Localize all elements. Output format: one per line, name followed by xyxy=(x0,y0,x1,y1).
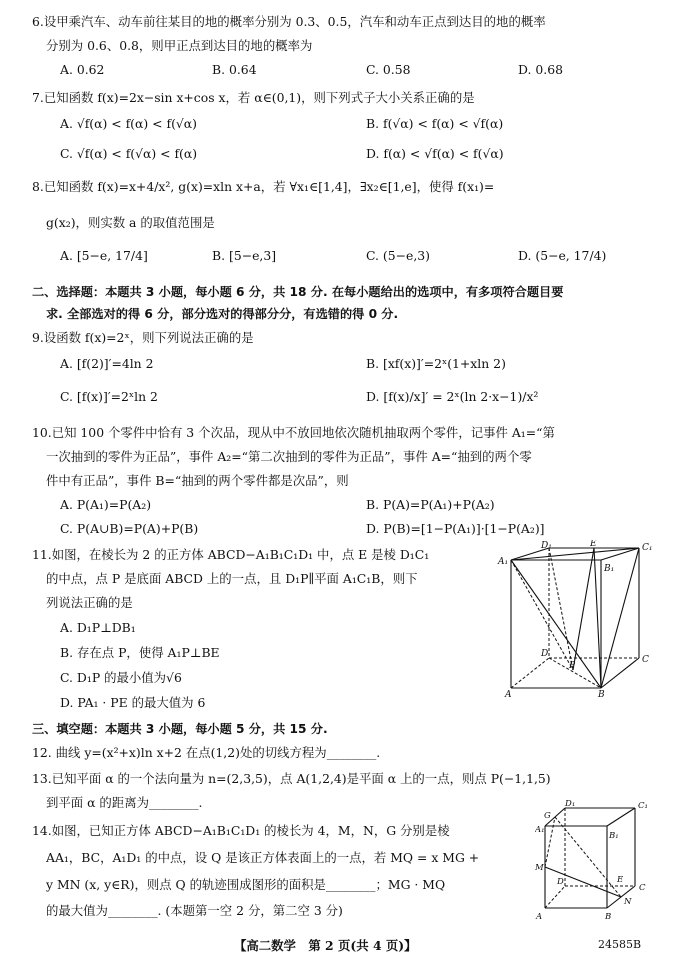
line-s2-l2: 求. 全部选对的得 6 分，部分选对的得部分分，有选错的得 0 分. xyxy=(46,307,399,321)
option-q6-C: C. 0.58 xyxy=(366,62,411,77)
page-footer: 【高二数学 第 2 页(共 4 页)】 xyxy=(234,938,417,953)
option-q10-D: D. P(B)=[1−P(A₁)]·[1−P(A₂)] xyxy=(366,521,545,536)
line-q10-l1: 10.已知 100 个零件中恰有 3 个次品，现从中不放回地依次随机抽取两个零件，记事件 A₁=“第 xyxy=(32,425,555,440)
line-q11-B: B. 存在点 P，使得 A₁P⊥BE xyxy=(60,645,220,660)
label-a1: A₁ xyxy=(535,825,545,835)
line-q6-l1: 6.设甲乘汽车、动车前往某目的地的概率分别为 0.3、0.5，汽车和动车正点到达目的地的概率 xyxy=(32,14,546,29)
option-q9-C: C. [f(x)]′=2ˣln 2 xyxy=(60,389,158,404)
line-s3-l1: 三、填空题：本题共 3 小题，每小题 5 分，共 15 分. xyxy=(32,722,328,736)
line-q11-l1: 11.如图，在棱长为 2 的正方体 ABCD−A₁B₁C₁D₁ 中，点 E 是棱 D₁C₁ xyxy=(32,547,430,562)
line-q14-l2: AA₁，BC，A₁D₁ 的中点，设 Q 是该正方体表面上的一点，若 MQ = x MG + xyxy=(46,850,480,865)
line-ep xyxy=(573,548,594,670)
option-q9-A: A. [f(2)]′=4ln 2 xyxy=(60,356,154,371)
label-d1: D₁ xyxy=(541,541,552,551)
option-q7-A: A. √f(α) < f(α) < f(√α) xyxy=(60,116,197,131)
edge-bc xyxy=(601,658,639,688)
label-d: D xyxy=(541,649,549,659)
line-q14-l1: 14.如图，已知正方体 ABCD−A₁B₁C₁D₁ 的棱长为 4，M，N，G 分别是棱 xyxy=(32,823,450,838)
line-q8-l1: 8.已知函数 f(x)=x+4/x², g(x)=xln x+a，若 ∀x₁∈[1,4]，∃x₂∈[1,e]，使得 f(x₁)= xyxy=(32,179,495,194)
label-c1: C₁ xyxy=(638,801,648,811)
label-d1: D₁ xyxy=(565,799,576,809)
cube-figure-q11 xyxy=(497,540,662,698)
label-d: D xyxy=(557,877,564,887)
label-e: E xyxy=(590,540,597,549)
label-a: A xyxy=(505,690,512,698)
line-q12-l1: 12. 曲线 y=(x²+x)ln x+2 在点(1,2)处的切线方程为________. xyxy=(32,745,381,760)
line-q7-l1: 7.已知函数 f(x)=2x−sin x+cos x，若 α∈(0,1)，则下列式子大小关系正确的是 xyxy=(32,90,475,105)
option-q9-B: B. [xf(x)]′=2ˣ(1+xln 2) xyxy=(366,356,506,371)
line-q13-l1: 13.已知平面 α 的一个法向量为 n=(2,3,5)，点 A(1,2,4)是平面 α 上的一点，则点 P(−1,1,5) xyxy=(32,771,551,786)
label-a1: A₁ xyxy=(498,557,509,567)
label-b1: B₁ xyxy=(604,564,615,574)
option-q6-D: D. 0.68 xyxy=(518,62,563,77)
line-q10-l3: 件中有正品”，事件 B=“抽到的两个零件都是次品”，则 xyxy=(46,473,349,488)
option-q10-B: B. P(A)=P(A₁)+P(A₂) xyxy=(366,497,495,512)
line-q14-l4: 的最大值为________. (本题第一空 2 分，第二空 3 分) xyxy=(46,903,343,918)
line-s2-l1: 二、选择题：本题共 3 小题，每小题 6 分，共 18 分. 在每小题给出的选项中，有多项符合题目要 xyxy=(32,285,564,299)
line-q11-A: A. D₁P⊥DB₁ xyxy=(60,620,136,635)
line-q6-l2: 分别为 0.6、0.8，则甲正点到达目的地的概率为 xyxy=(46,38,313,53)
label-b: B xyxy=(605,912,612,922)
option-q8-B: B. [5−e,3] xyxy=(212,248,277,263)
label-b1: B₁ xyxy=(609,831,619,841)
option-q8-D: D. (5−e, 17/4) xyxy=(518,248,607,263)
edge-ad-hidden xyxy=(545,886,565,908)
line-q11-l3: 列说法正确的是 xyxy=(46,595,133,610)
line-q10-l2: 一次抽到的零件为正品”，事件 A₂=“第二次抽到的零件为正品”，事件 A=“抽到的两个零 xyxy=(46,449,532,464)
paper-code: 24585B xyxy=(598,938,642,951)
line-d1p-hidden xyxy=(549,548,573,670)
line-q14-l3: y MN (x, y∈R)，则点 Q 的轨迹围成图形的面积是________；MG · MQ xyxy=(46,877,446,892)
line-q11-D: D. PA₁ · PE 的最大值为 6 xyxy=(60,695,206,710)
cube-figure-q14 xyxy=(535,798,665,923)
option-q10-C: C. P(A∪B)=P(A)+P(B) xyxy=(60,521,199,536)
label-a: A xyxy=(536,912,543,922)
option-q7-C: C. √f(α) < f(√α) < f(α) xyxy=(60,146,198,161)
label-m: M xyxy=(535,863,544,873)
edge-b1c1 xyxy=(607,808,635,826)
option-q8-A: A. [5−e, 17/4] xyxy=(60,248,148,263)
option-q7-B: B. f(√α) < f(α) < √f(α) xyxy=(366,116,504,131)
diag-a1b xyxy=(511,560,601,688)
label-g: G xyxy=(544,811,551,821)
line-q11-l2: 的中点，点 P 是底面 ABCD 上的一点，且 D₁P∥平面 A₁C₁B，则下 xyxy=(46,571,418,586)
line-q8-l2: g(x₂)，则实数 a 的取值范围是 xyxy=(46,215,215,230)
option-q6-A: A. 0.62 xyxy=(60,62,105,77)
option-q6-B: B. 0.64 xyxy=(212,62,257,77)
label-c1: C₁ xyxy=(642,543,653,553)
line-q11-C: C. D₁P 的最小值为√6 xyxy=(60,670,182,685)
option-q9-D: D. [f(x)/x]′ = 2ˣ(ln 2·x−1)/x² xyxy=(366,389,539,404)
line-q9-l1: 9.设函数 f(x)=2ˣ，则下列说法正确的是 xyxy=(32,330,254,345)
edge-ad-hidden xyxy=(511,658,549,688)
option-q7-D: D. f(α) < √f(α) < f(√α) xyxy=(366,146,504,161)
line-q13-l2: 到平面 α 的距离为________. xyxy=(46,795,203,810)
line-eb xyxy=(594,548,601,688)
label-p: P xyxy=(569,661,576,671)
label-n: N xyxy=(624,897,632,907)
option-q10-A: A. P(A₁)=P(A₂) xyxy=(60,497,152,512)
option-q8-C: C. (5−e,3) xyxy=(366,248,431,263)
label-c: C xyxy=(639,883,646,893)
label-c: C xyxy=(642,655,649,665)
label-b: B xyxy=(598,690,605,698)
label-e: E xyxy=(617,875,624,885)
